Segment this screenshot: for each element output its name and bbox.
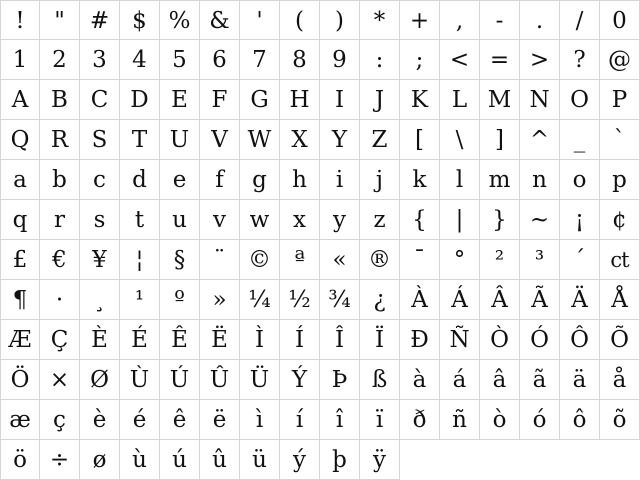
glyph-cell[interactable]: |	[440, 200, 480, 240]
glyph-cell[interactable]: z	[360, 200, 400, 240]
glyph-cell[interactable]: r	[40, 200, 80, 240]
glyph-cell[interactable]: Z	[360, 120, 400, 160]
glyph-cell[interactable]: %	[160, 0, 200, 40]
glyph-cell[interactable]: ¦	[120, 240, 160, 280]
glyph-cell[interactable]: º	[160, 280, 200, 320]
glyph-cell[interactable]: Q	[0, 120, 40, 160]
glyph-cell[interactable]: U	[160, 120, 200, 160]
glyph-cell[interactable]: ó	[520, 400, 560, 440]
glyph-cell[interactable]: C	[80, 80, 120, 120]
glyph-cell[interactable]: h	[280, 160, 320, 200]
glyph-cell[interactable]: 7	[240, 40, 280, 80]
glyph-cell[interactable]: â	[480, 360, 520, 400]
glyph-cell[interactable]: >	[520, 40, 560, 80]
glyph-cell[interactable]: k	[400, 160, 440, 200]
glyph-cell[interactable]: *	[360, 0, 400, 40]
glyph-cell[interactable]: B	[40, 80, 80, 120]
glyph-cell[interactable]: ¸	[80, 280, 120, 320]
glyph-cell[interactable]: ²	[480, 240, 520, 280]
glyph-cell[interactable]: V	[200, 120, 240, 160]
glyph-cell[interactable]: G	[240, 80, 280, 120]
glyph-cell[interactable]: D	[120, 80, 160, 120]
glyph-cell[interactable]: <	[440, 40, 480, 80]
glyph-cell[interactable]: ^	[520, 120, 560, 160]
glyph-cell[interactable]: F	[200, 80, 240, 120]
glyph-cell[interactable]: ¿	[360, 280, 400, 320]
glyph-cell[interactable]: ë	[200, 400, 240, 440]
glyph-cell[interactable]: Y	[320, 120, 360, 160]
glyph-cell[interactable]: ,	[440, 0, 480, 40]
glyph-cell[interactable]: Í	[280, 320, 320, 360]
glyph-cell[interactable]: °	[440, 240, 480, 280]
glyph-cell[interactable]: ¹	[120, 280, 160, 320]
glyph-cell[interactable]: f	[200, 160, 240, 200]
glyph-cell[interactable]: ³	[520, 240, 560, 280]
glyph-cell[interactable]: ü	[240, 440, 280, 480]
glyph-cell[interactable]: æ	[0, 400, 40, 440]
glyph-cell[interactable]: S	[80, 120, 120, 160]
glyph-cell[interactable]: ÿ	[360, 440, 400, 480]
glyph-cell[interactable]: è	[80, 400, 120, 440]
glyph-cell[interactable]: î	[320, 400, 360, 440]
glyph-cell[interactable]: E	[160, 80, 200, 120]
glyph-cell[interactable]: ¯	[400, 240, 440, 280]
glyph-cell[interactable]: w	[240, 200, 280, 240]
glyph-cell[interactable]: 9	[320, 40, 360, 80]
glyph-cell[interactable]: Û	[200, 360, 240, 400]
glyph-cell[interactable]: Ç	[40, 320, 80, 360]
glyph-cell[interactable]: ¾	[320, 280, 360, 320]
glyph-cell[interactable]: Ì	[240, 320, 280, 360]
glyph-cell[interactable]: ß	[360, 360, 400, 400]
glyph-cell[interactable]: ¼	[240, 280, 280, 320]
glyph-cell[interactable]: +	[400, 0, 440, 40]
glyph-cell[interactable]: ®	[360, 240, 400, 280]
glyph-cell[interactable]: t	[120, 200, 160, 240]
glyph-cell[interactable]: T	[120, 120, 160, 160]
glyph-cell[interactable]: =	[480, 40, 520, 80]
glyph-cell[interactable]: a	[0, 160, 40, 200]
glyph-cell[interactable]: P	[600, 80, 640, 120]
glyph-cell[interactable]: ª	[280, 240, 320, 280]
glyph-cell[interactable]: 1	[0, 40, 40, 80]
glyph-cell[interactable]: Ü	[240, 360, 280, 400]
glyph-cell[interactable]: J	[360, 80, 400, 120]
glyph-cell[interactable]: Å	[600, 280, 640, 320]
glyph-cell[interactable]: Ñ	[440, 320, 480, 360]
glyph-cell[interactable]: ø	[80, 440, 120, 480]
glyph-cell[interactable]: È	[80, 320, 120, 360]
glyph-cell[interactable]: ý	[280, 440, 320, 480]
glyph-cell[interactable]: W	[240, 120, 280, 160]
glyph-cell[interactable]: $	[120, 0, 160, 40]
glyph-cell[interactable]: o	[560, 160, 600, 200]
glyph-cell[interactable]: Â	[480, 280, 520, 320]
glyph-cell[interactable]: `	[600, 120, 640, 160]
glyph-cell[interactable]: Æ	[0, 320, 40, 360]
glyph-cell[interactable]: É	[120, 320, 160, 360]
glyph-cell[interactable]: {	[400, 200, 440, 240]
glyph-cell[interactable]: H	[280, 80, 320, 120]
glyph-cell[interactable]: "	[40, 0, 80, 40]
glyph-cell[interactable]: X	[280, 120, 320, 160]
glyph-cell[interactable]: 4	[120, 40, 160, 80]
glyph-cell[interactable]: y	[320, 200, 360, 240]
glyph-cell[interactable]: ñ	[440, 400, 480, 440]
glyph-cell[interactable]: ;	[400, 40, 440, 80]
empty-cell	[480, 440, 520, 480]
glyph-cell[interactable]: ï	[360, 400, 400, 440]
glyph-cell[interactable]: e	[160, 160, 200, 200]
glyph-cell[interactable]: q	[0, 200, 40, 240]
glyph-cell[interactable]: O	[560, 80, 600, 120]
empty-cell	[440, 440, 480, 480]
glyph-cell[interactable]: à	[400, 360, 440, 400]
glyph-cell[interactable]: ¢	[600, 200, 640, 240]
glyph-cell[interactable]: »	[200, 280, 240, 320]
glyph-cell[interactable]: s	[80, 200, 120, 240]
glyph-cell[interactable]: £	[0, 240, 40, 280]
glyph-cell[interactable]: :	[360, 40, 400, 80]
glyph-cell[interactable]: n	[520, 160, 560, 200]
glyph-cell[interactable]: é	[120, 400, 160, 440]
glyph-cell[interactable]: ¥	[80, 240, 120, 280]
glyph-cell[interactable]: d	[120, 160, 160, 200]
glyph-cell[interactable]: j	[360, 160, 400, 200]
glyph-cell[interactable]: m	[480, 160, 520, 200]
glyph-cell[interactable]: û	[200, 440, 240, 480]
glyph-cell[interactable]: «	[320, 240, 360, 280]
glyph-cell[interactable]: Ï	[360, 320, 400, 360]
glyph-cell[interactable]: 8	[280, 40, 320, 80]
glyph-cell[interactable]: 0	[600, 0, 640, 40]
glyph-cell[interactable]: å	[600, 360, 640, 400]
glyph-cell[interactable]: #	[80, 0, 120, 40]
glyph-cell[interactable]: l	[440, 160, 480, 200]
glyph-cell[interactable]: €	[40, 240, 80, 280]
glyph-cell[interactable]: ê	[160, 400, 200, 440]
glyph-cell[interactable]: Ë	[200, 320, 240, 360]
glyph-cell[interactable]: Ò	[480, 320, 520, 360]
glyph-cell[interactable]: ?	[560, 40, 600, 80]
glyph-cell[interactable]: ð	[400, 400, 440, 440]
glyph-cell[interactable]: }	[480, 200, 520, 240]
glyph-cell[interactable]: )	[320, 0, 360, 40]
glyph-cell[interactable]: ä	[560, 360, 600, 400]
glyph-cell[interactable]: þ	[320, 440, 360, 480]
glyph-cell[interactable]: Ø	[80, 360, 120, 400]
glyph-cell[interactable]: L	[440, 80, 480, 120]
glyph-cell[interactable]: Ý	[280, 360, 320, 400]
glyph-cell[interactable]: §	[160, 240, 200, 280]
glyph-cell[interactable]: À	[400, 280, 440, 320]
glyph-cell[interactable]: Ã	[520, 280, 560, 320]
glyph-cell[interactable]: ì	[240, 400, 280, 440]
glyph-cell[interactable]: ct	[600, 240, 640, 280]
glyph-cell[interactable]: R	[40, 120, 80, 160]
glyph-cell[interactable]: Î	[320, 320, 360, 360]
glyph-cell[interactable]: ´	[560, 240, 600, 280]
glyph-cell[interactable]: &	[200, 0, 240, 40]
glyph-cell[interactable]: K	[400, 80, 440, 120]
glyph-cell[interactable]: Ó	[520, 320, 560, 360]
glyph-cell[interactable]: ¶	[0, 280, 40, 320]
glyph-cell[interactable]: Þ	[320, 360, 360, 400]
glyph-cell[interactable]: I	[320, 80, 360, 120]
glyph-cell[interactable]: ×	[40, 360, 80, 400]
glyph-cell[interactable]: 2	[40, 40, 80, 80]
glyph-cell[interactable]: á	[440, 360, 480, 400]
glyph-cell[interactable]: x	[280, 200, 320, 240]
glyph-cell[interactable]: Ð	[400, 320, 440, 360]
glyph-cell[interactable]: b	[40, 160, 80, 200]
glyph-cell[interactable]: ¡	[560, 200, 600, 240]
glyph-cell[interactable]: Á	[440, 280, 480, 320]
glyph-cell[interactable]: Ù	[120, 360, 160, 400]
glyph-cell[interactable]: A	[0, 80, 40, 120]
glyph-cell[interactable]: _	[560, 120, 600, 160]
glyph-cell[interactable]: @	[600, 40, 640, 80]
glyph-cell[interactable]: u	[160, 200, 200, 240]
glyph-cell[interactable]: [	[400, 120, 440, 160]
glyph-cell[interactable]: (	[280, 0, 320, 40]
glyph-cell[interactable]: Ô	[560, 320, 600, 360]
empty-cell	[560, 440, 600, 480]
glyph-cell[interactable]: c	[80, 160, 120, 200]
glyph-cell[interactable]: 6	[200, 40, 240, 80]
glyph-cell[interactable]: ô	[560, 400, 600, 440]
glyph-cell[interactable]: ã	[520, 360, 560, 400]
glyph-cell[interactable]: Ä	[560, 280, 600, 320]
glyph-cell[interactable]: Ê	[160, 320, 200, 360]
glyph-cell[interactable]: ¨	[200, 240, 240, 280]
glyph-cell[interactable]: ò	[480, 400, 520, 440]
glyph-cell[interactable]: /	[560, 0, 600, 40]
glyph-cell[interactable]: N	[520, 80, 560, 120]
glyph-cell[interactable]: 3	[80, 40, 120, 80]
glyph-cell[interactable]: ù	[120, 440, 160, 480]
glyph-cell[interactable]: ·	[40, 280, 80, 320]
glyph-cell[interactable]: -	[480, 0, 520, 40]
glyph-cell[interactable]: Ö	[0, 360, 40, 400]
glyph-cell[interactable]: õ	[600, 400, 640, 440]
glyph-cell[interactable]: í	[280, 400, 320, 440]
glyph-cell[interactable]: M	[480, 80, 520, 120]
glyph-cell[interactable]: ç	[40, 400, 80, 440]
glyph-cell[interactable]: p	[600, 160, 640, 200]
glyph-cell[interactable]: Ú	[160, 360, 200, 400]
glyph-cell[interactable]: ©	[240, 240, 280, 280]
glyph-cell[interactable]: v	[200, 200, 240, 240]
empty-cell	[520, 440, 560, 480]
glyph-cell[interactable]: .	[520, 0, 560, 40]
glyph-cell[interactable]: \	[440, 120, 480, 160]
glyph-cell[interactable]: Õ	[600, 320, 640, 360]
empty-cell	[600, 440, 640, 480]
glyph-cell[interactable]: !	[0, 0, 40, 40]
glyph-cell[interactable]: ~	[520, 200, 560, 240]
glyph-cell[interactable]: g	[240, 160, 280, 200]
glyph-cell[interactable]: i	[320, 160, 360, 200]
glyph-cell[interactable]: ½	[280, 280, 320, 320]
glyph-cell[interactable]: 5	[160, 40, 200, 80]
glyph-cell[interactable]: '	[240, 0, 280, 40]
glyph-cell[interactable]: ö	[0, 440, 40, 480]
glyph-cell[interactable]: ÷	[40, 440, 80, 480]
empty-cell	[400, 440, 440, 480]
glyph-cell[interactable]: ú	[160, 440, 200, 480]
glyph-cell[interactable]: ]	[480, 120, 520, 160]
